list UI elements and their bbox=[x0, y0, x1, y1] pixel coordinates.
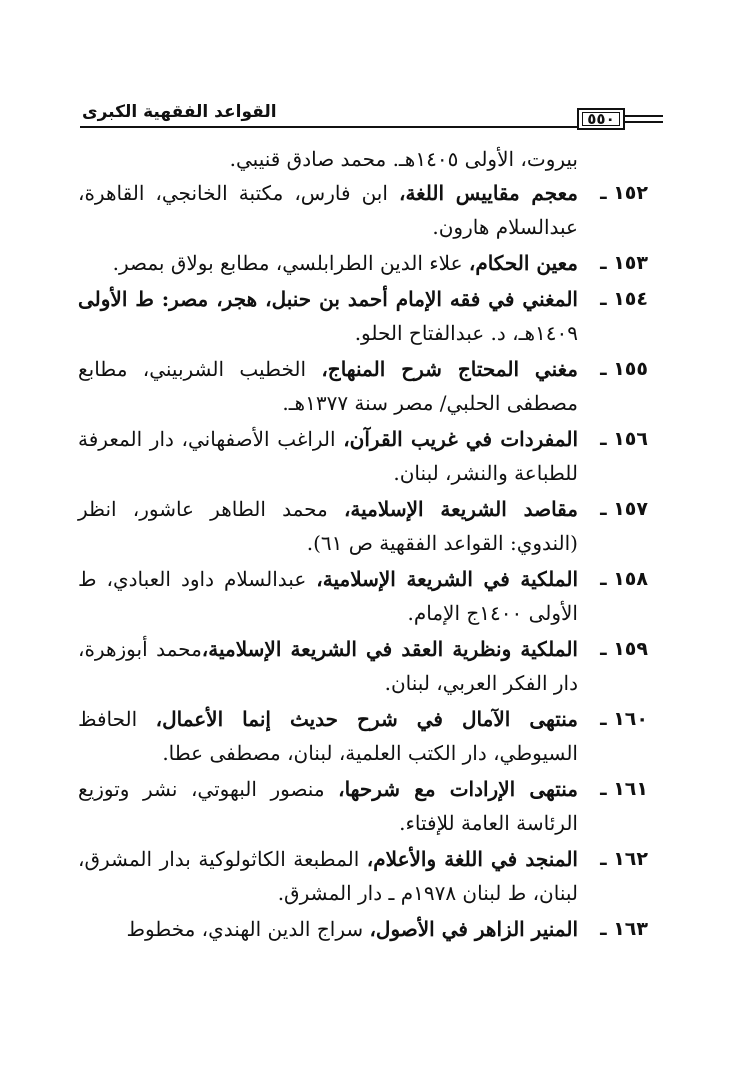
bibliography-list bbox=[78, 142, 648, 948]
entry-title: مغني المحتاج شرح المنهاج، bbox=[321, 357, 578, 381]
entry-title: الملكية في الشريعة الإسلامية، bbox=[316, 567, 579, 591]
entry-title: الملكية ونظرية العقد في الشريعة الإسلامية، bbox=[201, 637, 578, 661]
entry-details: المطبعة الكاثولوكية بدار المشرق، لبنان، ط لبنان ١٩٧٨م ـ دار المشرق. bbox=[78, 847, 578, 905]
entry-number: ١٦٣ ـ bbox=[600, 918, 648, 940]
bibliography-entry bbox=[78, 632, 648, 700]
entry-number: ١٥٢ ـ bbox=[600, 182, 648, 204]
entry-details: الخطيب الشربيني، مطابع مصطفى الحلبي/ مصر سنة ١٣٧٧هـ. bbox=[78, 357, 578, 415]
bibliography-entry bbox=[78, 422, 648, 490]
header-rule bbox=[80, 126, 577, 128]
entry-number: ١٥٧ ـ bbox=[600, 498, 648, 520]
entry-text bbox=[78, 772, 578, 840]
entry-number: ١٦٢ ـ bbox=[600, 848, 648, 870]
running-title: القواعد الفقهية الكبرى bbox=[82, 102, 277, 122]
continued-entry-line: بيروت، الأولى ١٤٠٥هـ. محمد صادق قنيبي. bbox=[229, 147, 578, 171]
bibliography-entry bbox=[78, 246, 648, 280]
bibliography-entry bbox=[78, 492, 648, 560]
entry-details: علاء الدين الطرابلسي، مطابع بولاق بمصر. bbox=[112, 251, 469, 275]
entry-title: المنير الزاهر في الأصول، bbox=[369, 917, 578, 941]
entry-text bbox=[78, 562, 578, 630]
entry-number: ١٥٥ ـ bbox=[600, 358, 648, 380]
page-number: ٥٥٠ bbox=[587, 110, 615, 128]
bibliography-entry bbox=[78, 702, 648, 770]
entry-title: المغني في فقه الإمام أحمد بن حنبل، هجر، مصر: ط الأولى bbox=[78, 287, 578, 311]
entry-text bbox=[78, 246, 578, 280]
page-number-frame bbox=[582, 112, 620, 126]
bibliography-entry bbox=[78, 352, 648, 420]
entry-number: ١٦٠ ـ bbox=[600, 708, 648, 730]
entry-title: معجم مقاييس اللغة، bbox=[398, 181, 579, 205]
entry-number: ١٥٨ ـ bbox=[600, 568, 648, 590]
entry-details: محمد أبوزهرة، دار الفكر العربي، لبنان. bbox=[78, 637, 578, 695]
entry-text bbox=[78, 912, 578, 946]
entry-number: ١٥٦ ـ bbox=[600, 428, 648, 450]
entry-text bbox=[78, 176, 578, 244]
entry-title: منتهى الآمال في شرح حديث إنما الأعمال، bbox=[155, 707, 578, 731]
entry-details: محمد الطاهر عاشور، انظر (الندوي: القواعد الفقهية ص ٦١). bbox=[78, 497, 578, 555]
entry-details: الحافظ السيوطي، دار الكتب العلمية، لبنان، مصطفى عطا. bbox=[78, 707, 578, 765]
entry-details: ١٤٠٩هـ، د. عبدالفتاح الحلو. bbox=[354, 321, 578, 345]
entry-title: المفردات في غريب القرآن، bbox=[343, 427, 578, 451]
bibliography-entry bbox=[78, 282, 648, 350]
page-header bbox=[80, 100, 660, 132]
entry-details: منصور البهوتي، نشر وتوزيع الرئاسة العامة للإفتاء. bbox=[78, 777, 578, 835]
header-double-rule-bottom bbox=[625, 121, 663, 123]
entry-title: معين الحكام، bbox=[468, 251, 578, 275]
entry-details: الراغب الأصفهاني، دار المعرفة للطباعة والنشر، لبنان. bbox=[78, 427, 578, 485]
bibliography-entry bbox=[78, 562, 648, 630]
entry-title: المنجد في اللغة والأعلام، bbox=[366, 847, 578, 871]
entry-text bbox=[78, 702, 578, 770]
entry-number: ١٦١ ـ bbox=[600, 778, 648, 800]
entry-number: ١٥٩ ـ bbox=[600, 638, 648, 660]
bibliography-entry bbox=[78, 912, 648, 946]
bibliography-entry bbox=[78, 176, 648, 244]
entry-number: ١٥٤ ـ bbox=[600, 288, 648, 310]
entry-title: منتهى الإرادات مع شرحها، bbox=[338, 777, 579, 801]
page-number-box bbox=[577, 108, 625, 130]
header-double-rule-top bbox=[625, 115, 663, 117]
entry-number: ١٥٣ ـ bbox=[600, 252, 648, 274]
entry-text bbox=[78, 352, 578, 420]
entry-details: سراج الدين الهندي، مخطوط bbox=[126, 917, 370, 941]
entry-text bbox=[78, 422, 578, 490]
bibliography-entry bbox=[78, 842, 648, 910]
entry-text bbox=[78, 842, 578, 910]
entry-text bbox=[78, 282, 578, 350]
entry-text bbox=[78, 632, 578, 700]
entry-text bbox=[78, 492, 578, 560]
bibliography-entry bbox=[78, 772, 648, 840]
entry-details: عبدالسلام داود العبادي، ط الأولى ١٤٠٠ج الإمام. bbox=[78, 567, 578, 625]
entry-title: مقاصد الشريعة الإسلامية، bbox=[343, 497, 579, 521]
entry-details: ابن فارس، مكتبة الخانجي، القاهرة، عبدالسلام هارون. bbox=[78, 181, 578, 239]
